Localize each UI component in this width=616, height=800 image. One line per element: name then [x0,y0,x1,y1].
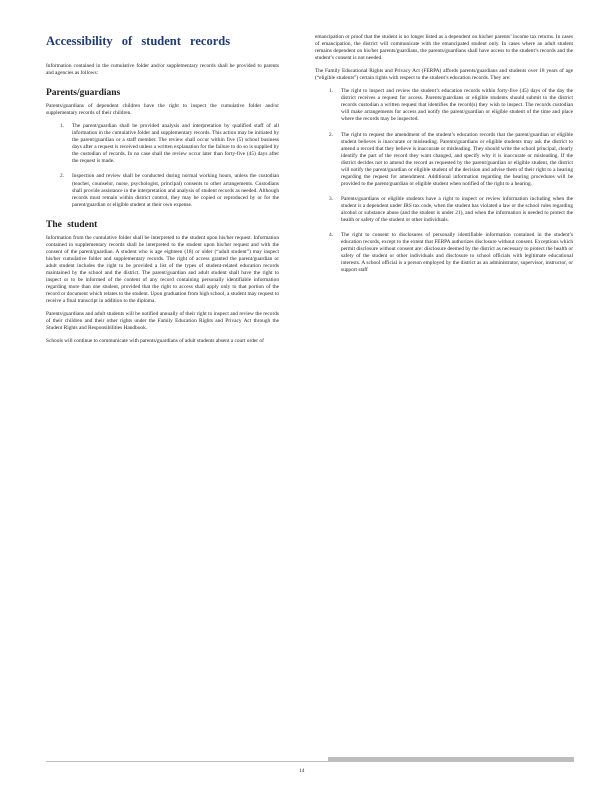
list-text: The right to inspect and review the student’s education records within forty-five (45) days of the day the district receives a request for access. Parents/guardians or eligible students should submit to the district records custodian a written request that identifies the record(s) they wish to inspect. The records custodian will make arrangements for access and notify the parent/guardian or eligible student of the time and place where the records may be inspected. [341,88,573,123]
list-text: Inspection and review shall be conducted during normal working hours, unless the custodian (teacher, counselor, nurse, psychologist, principal) consents to other arrangements. Custodians shall provide assistance in the interpretation and analysis of student records as needed. Although records must remain within district control, they may be copied or reproduced by or for the parent/guardian or eligible student at their own expense. [72,173,279,208]
list-item [329,132,573,188]
list-text: The right to request the amendment of the student’s education records that the parent/guardian or eligible student believes is inaccurate or misleading. Parents/guardians or eligible students may ask the district to amend a record that they believe is inaccurate or misleading. They should write the school principal, clearly identify the part of the record they want changed, and specify why it is inaccurate or misleading. If the district decides not to amend the record as requested by the parent/guardian or eligible student, the district will notify the parent/guardian or eligible student of the decision and advise them of their right to a hearing regarding the request for amendment. Additional information regarding the hearing procedures will be provided to the parent/guardian or eligible student when notified of the right to a hearing. [341,131,573,187]
parents-intro: Parents/guardians of dependent children have the right to inspect the cumulative folder and/or supplementary records of their children. [46,103,279,117]
student-paragraph: Information from the cumulative folder shall be interpreted to the student upon his/her request. Information contained in supplementary records shall be interpreted to the student upon his/her request and with the consent of the parent/guardian. A student who is age eighteen (18) or older (“adult student”) may inspect his/her cumulative folder and supplementary records. The right of access granted the parent/guardian or adult student includes the right to be provided a list of the types of student-related education records maintained by the school and the district. The parent/guardian and adult student shall have the right to inspect or to be informed of the content of any record containing personally identifiable information regarding more than one student, provided that the right to access shall apply only to that portion of the record or document which relates to the student. Upon graduation from high school, a student may request to receive a final transcript in addition to the diploma. [46,234,279,305]
intro-paragraph: Information contained in the cumulative folder and/or supplementary records shall be provided to parents and agencies as follows: [46,63,279,77]
list-number: 1. [60,123,65,130]
list-item [60,123,279,165]
list-number: 2. [60,173,65,180]
list-text: The parent/guardian shall be provided analysis and interpretation by qualified staff of all information in the cumulative folder and supplementary records. This action may be initiated by the parent/guardian or a staff member. The review shall occur within five (5) school business days after a request is received unless a written explanation for the failure to do so is supplied by the custodian of records. In no case shall the review occur later than forty-five (45) days after the request is made. [72,123,279,165]
left-column [46,34,279,351]
ferpa-intro: The Family Educational Rights and Privacy Act (FERPA) affords parents/guardians and students over 18 years of age (“eligible students”) certain rights with respect to the student’s education records. They are: [315,68,573,82]
list-number: 2. [329,131,334,138]
list-item [60,173,279,208]
page-title: Accessibility of student records [46,34,231,48]
footer-rule-left [46,761,328,762]
continuation-paragraph: emancipation or proof that the student is no longer listed as a dependent on his/her parents’ income tax returns. In cases of emancipation, the district will communicate with the emancipated student only. In cases where an adult student remains dependent on his/her parents/guardians, the parents/guardians shall have access to the student’s records and the student’s consent is not needed. [315,34,573,62]
notification-paragraph: Parents/guardians and adult students will be notified annually of their right to inspect and review the records of their children and their other rights under the Family Education Rights and Privacy Act through the Student Rights and Responsibilities Handbook. [46,311,279,332]
list-text: The right to consent to disclosures of personally identifiable information contained in the student’s education records, except to the extent that FERPA authorizes disclosure without consent. Exceptions which permit disclosure without consent are: disclosure deemed by the district as necessary to protect the health or safety of the student or other individuals and disclosure to school officials with legitimate educational interests. A school official is a person employed by the district as an administrator, supervisor, instructor, or support staff [341,232,573,274]
parents-heading: Parents/guardians [46,88,121,99]
list-number: 4. [329,232,334,239]
list-item [329,88,573,123]
list-item [329,196,573,224]
list-number: 1. [329,88,334,95]
page-number: 14 [299,768,305,774]
parents-list [60,123,279,209]
footer-rule-right [328,757,574,762]
right-column [315,34,573,282]
list-number: 3. [329,195,334,202]
ferpa-rights-list [329,88,573,274]
list-item [329,232,573,274]
student-heading: The student [46,219,98,230]
list-text: Parents/guardians or eligible students have a right to inspect or review information including when the student is a dependent under IRS tax code, when the student has violated a law or the school rules regarding alcohol or substance abuse (and the student is under 21), and when the information is needed to protect the health or safety of the student or other individuals. [341,195,573,224]
communication-paragraph: Schools will continue to communicate with parents/guardians of adult students absent a court order of [46,338,264,345]
